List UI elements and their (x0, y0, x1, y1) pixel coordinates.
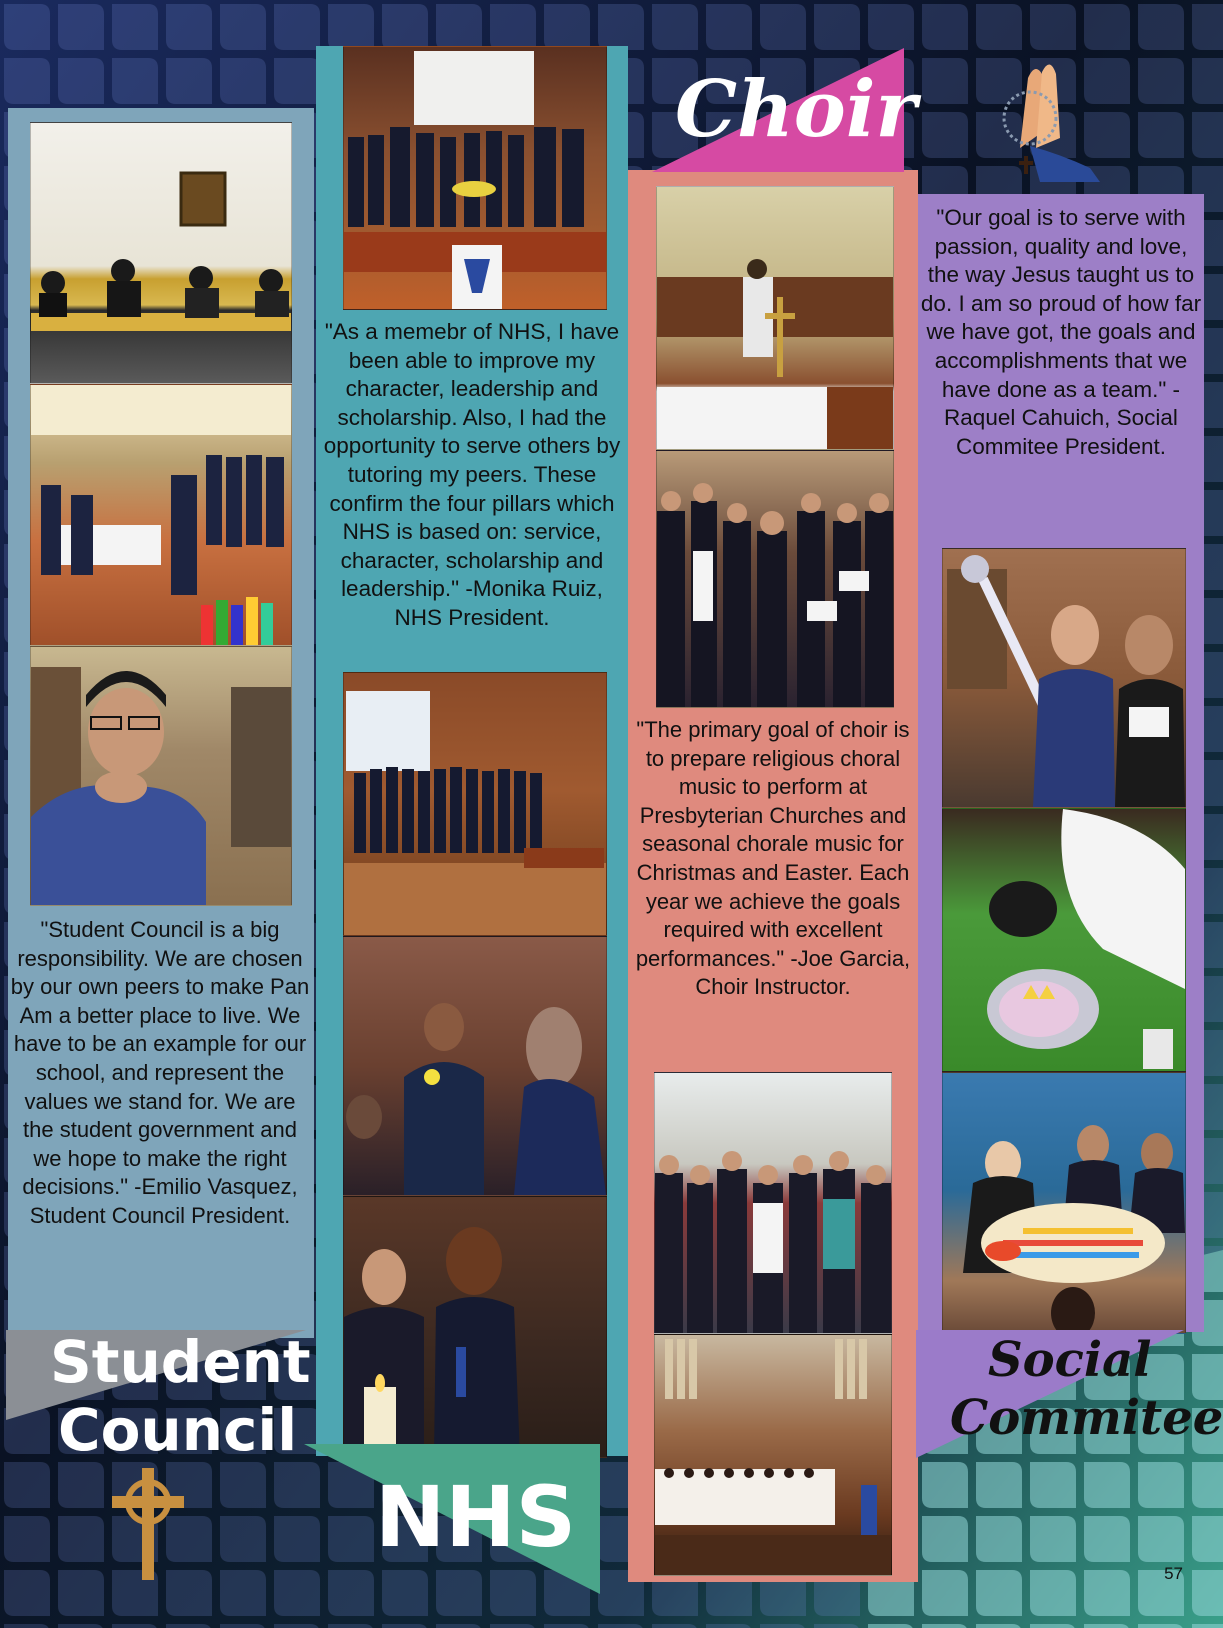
student-council-photo-library (30, 646, 292, 906)
choir-photo-church-altar (656, 186, 894, 450)
student-council-title-line2: Council (58, 1396, 298, 1464)
choir-rehearsal-illustration (655, 1073, 891, 1333)
nhs-photo-rose (343, 936, 607, 1196)
social-photo-cake (942, 808, 1186, 1072)
social-photo-kitchen-table (942, 1072, 1186, 1334)
celtic-cross-icon (112, 1468, 184, 1580)
social-cake-illustration (943, 809, 1185, 1071)
choir-photo-christmas (656, 450, 894, 708)
meeting-illustration (31, 123, 291, 383)
choir-altar-illustration (657, 187, 893, 449)
choir-christmas-illustration (657, 451, 893, 707)
nhs-group-illustration (344, 47, 606, 309)
nhs-induction-illustration (344, 673, 606, 935)
social-commitee-title-line2: Commitee (950, 1390, 1223, 1446)
nhs-rose-illustration (344, 937, 606, 1195)
nhs-candles-illustration (344, 1197, 606, 1457)
nhs-photo-induction (343, 672, 607, 936)
student-council-title-line1: Student (50, 1328, 311, 1396)
praying-hands-icon (990, 58, 1100, 182)
social-commitee-quote: "Our goal is to serve with passion, quality and love, the way Jesus taught us to do. I am so proud of how far we have got, the goals and accomplishments that we have done as a team." -Raquel Cahuich, Social Commitee President. (920, 205, 1202, 459)
library-student-illustration (31, 647, 291, 905)
page-number: 57 (1164, 1564, 1183, 1583)
social-commitee-title-line1: Social (988, 1332, 1152, 1388)
nhs-photo-group-stage (343, 46, 607, 310)
nhs-photo-candles (343, 1196, 607, 1458)
choir-photo-rehearsal (654, 1072, 892, 1334)
social-photo-crowned-students (942, 548, 1186, 808)
social-crowned-illustration (943, 549, 1185, 807)
student-council-quote: "Student Council is a big responsibility. We are chosen by our own peers to make Pan Am a better place to live. We have to be an example for our school, and represent the values we stand for. We are the student government and we hope to make the right decisions." -Emilio Vasquez, Student Council President. (10, 917, 310, 1228)
student-council-photo-hallway (30, 384, 292, 646)
choir-photo-organ-hall (654, 1334, 892, 1576)
nhs-quote: "As a memebr of NHS, I have been able to improve my character, leadership and scholarship. Also, I had the opportunity to serve others by tutoring my peers. These confirm the four pillars which NHS is based on: service, character, scholarship and leadership." -Monika Ruiz, NHS President. (323, 319, 621, 630)
choir-organ-illustration (655, 1335, 891, 1575)
choir-quote: "The primary goal of choir is to prepare religious choral music to perform at Presbyterian Churches and seasonal chorale music for Christmas and Easter. Each year we achieve the goals required with excellent performances." -Joe Garcia, Choir Instructor. (635, 717, 911, 1000)
student-council-photo-meeting (30, 122, 292, 384)
nhs-title: NHS (375, 1468, 577, 1566)
hallway-illustration (31, 385, 291, 645)
choir-title: Choir (675, 64, 917, 155)
social-kitchen-illustration (943, 1073, 1185, 1333)
